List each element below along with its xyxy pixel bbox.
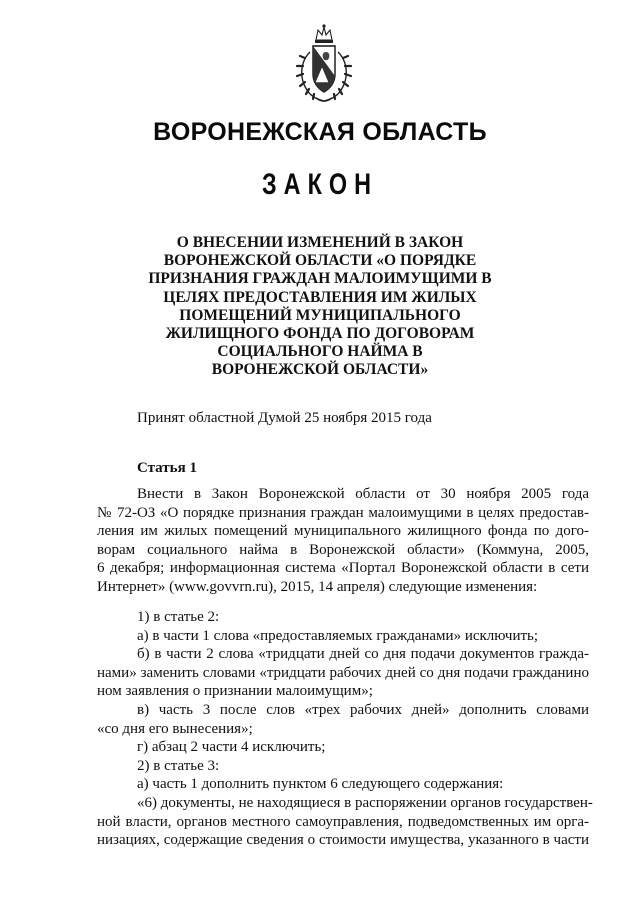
list-item bbox=[97, 645, 589, 701]
paragraph-line: в) часть 3 после слов «трех рабочих дней» дополнить словами bbox=[137, 701, 589, 718]
list-item bbox=[97, 794, 593, 850]
adoption-date-note: Принят областной Думой 25 ноября 2015 года bbox=[137, 410, 432, 426]
law-title-line: ПРИЗНАНИЯ ГРАЖДАН МАЛОИМУЩИМИ В bbox=[148, 270, 492, 288]
paragraph-line: нами» заменить словами «тридцати рабочих дней со дня подачи гражданино bbox=[97, 664, 589, 681]
law-title-line: ВОРОНЕЖСКОЙ ОБЛАСТИ» bbox=[211, 361, 429, 379]
coat-of-arms-emblem bbox=[292, 22, 356, 106]
paragraph-line: б) в части 2 слова «тридцати дней со дня подачи документов гражда- bbox=[137, 646, 589, 663]
amendment-list bbox=[97, 608, 593, 850]
paragraph-line: 6 декабря; информационная система «Портал Воронежской области в сети bbox=[97, 560, 589, 577]
list-item bbox=[97, 701, 589, 738]
list-item: г) абзац 2 части 4 исключить; bbox=[137, 739, 326, 756]
law-title-line: СОЦИАЛЬНОГО НАЙМА В bbox=[217, 343, 423, 361]
paragraph-line: «со дня его вынесения»; bbox=[97, 720, 253, 737]
law-title-line: ЦЕЛЯХ ПРЕДОСТАВЛЕНИЯ ИМ ЖИЛЫХ bbox=[163, 288, 477, 306]
article-heading: Статья 1 bbox=[137, 460, 197, 476]
region-heading: ВОРОНЕЖСКАЯ ОБЛАСТЬ bbox=[153, 118, 487, 146]
list-item: а) в части 1 слова «предоставляемых гражданами» исключить; bbox=[137, 627, 539, 644]
paragraph-line: ворам социального найма в Воронежской области» (Коммуна, 2005, bbox=[97, 541, 589, 558]
law-title-line: ЖИЛИЩНОГО ФОНДА ПО ДОГОВОРАМ bbox=[165, 325, 475, 343]
paragraph-line: ном заявления о признании малоимущим»; bbox=[97, 683, 373, 700]
list-item: 1) в статье 2: bbox=[137, 609, 220, 625]
law-title-line: ВОРОНЕЖСКОЙ ОБЛАСТИ «О ПОРЯДКЕ bbox=[163, 252, 477, 270]
paragraph-line: низациях, содержащие сведения о стоимости имущества, указанного в части bbox=[97, 832, 589, 849]
list-item: а) часть 1 дополнить пунктом 6 следующего содержания: bbox=[137, 776, 504, 793]
paragraph-line: ления им жилых помещений муниципального жилищного фонда по дого- bbox=[97, 523, 589, 540]
law-title-line: О ВНЕСЕНИИ ИЗМЕНЕНИЙ В ЗАКОН bbox=[176, 234, 464, 251]
document-type-heading: ЗАКОН bbox=[261, 168, 379, 201]
paragraph-line: Внести в Закон Воронежской области от 30 ноября 2005 года bbox=[137, 486, 589, 502]
paragraph-line: Интернет» (www.govvrn.ru), 2015, 14 апреля) следующие изменения: bbox=[97, 578, 538, 595]
paragraph-line: «6) документы, не находящиеся в распоряжении органов государствен- bbox=[137, 794, 593, 811]
paragraph-line: № 72-ОЗ «О порядке признания граждан малоимущими в целях предостав- bbox=[97, 504, 589, 521]
law-title bbox=[0, 234, 640, 380]
article-intro-paragraph bbox=[97, 485, 589, 597]
law-title-line: ПОМЕЩЕНИЙ МУНИЦИПАЛЬНОГО bbox=[179, 306, 461, 324]
list-item: 2) в статье 3: bbox=[137, 757, 220, 774]
paragraph-line: ной власти, органов местного самоуправления, подведомственных им орга- bbox=[97, 813, 589, 830]
